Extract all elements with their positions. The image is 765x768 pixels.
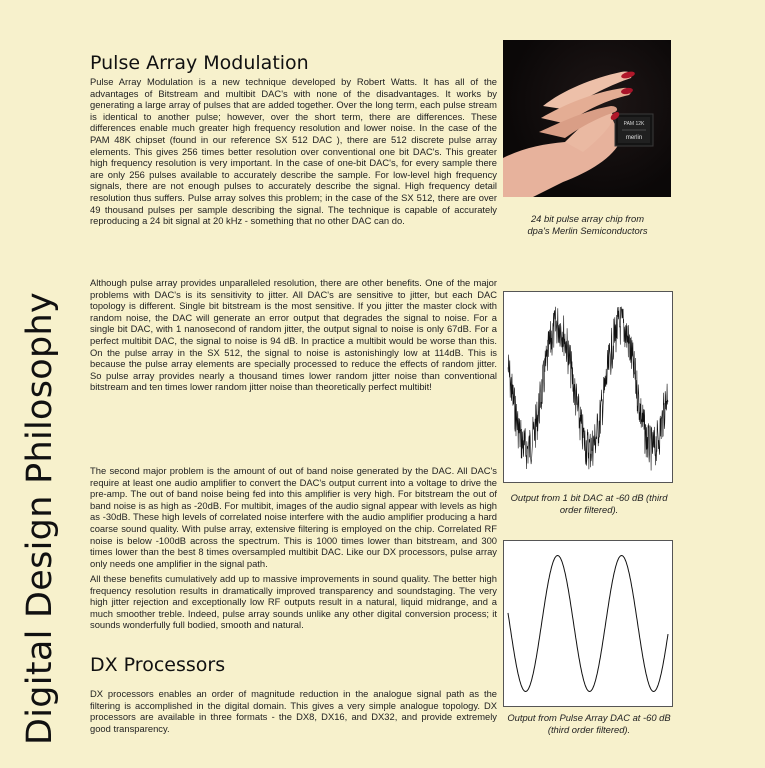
pam-paragraph-1: Pulse Array Modulation is a new technique developed by Robert Watts. It has all of the advantages of Bitstream and multibit DAC's with none of the disadvantages. It works by generating a large array of pulses that are added together. Over the long term, each pulse stream is identical to another pulse; however, over the short term, there are differences. These differences enable much greater high frequency resolution and lower noise. In the case of the PAM 48K chipset (found in our reference SX 512 DAC ), there are 512 discrete pulse array elements. This gives 256 times better resolution over conventional one bit DAC's. This greater high frequency resolution is very important. In the case of one-bit DAC's, for every sample there are only 256 pulses available to accurately describe the sample. For low-level high frequency signals, there are not enough pulses to accurately describe the signal. High frequency detail resolution thus suffers. Pulse array solves this problem; in the case of the SX 512, there are over 49 thousand pulses per sample describing the signal. The technique is capable of accurately reproducing a 24 bit signal at 20 kHz - something that no other DAC can do. <box>90 76 497 227</box>
chip-photo <box>503 40 671 197</box>
section-title-pam: Pulse Array Modulation <box>90 52 309 74</box>
section-title-dx: DX Processors <box>90 654 226 676</box>
plot-1bit-caption: Output from 1 bit DAC at -60 dB (third order filtered). <box>510 492 668 515</box>
pam-paragraph-3: The second major problem is the amount of out of band noise generated by the DAC. All DAC's require at least one audio amplifier to convert the DAC's output current into a voltage to drive the pre-amp. The out of band noise being fed into this amplifier is very high. For bitstream the out of band noise is as high as -20dB. For multibit, images of the audio signal appear with levels as high as -30dB. These high levels of correlated noise interfere with the audio amplifier producing a hard coarse sound quality. With pulse array, extensive filtering is employed on the chip. Correlated RF noise is below -100dB across the spectrum. This is 1000 times lower than bitstream, and 300 times lower than the best 8 times oversampled multibit DAC. Like our DX processors, pulse array only needs one amplifier in the signal path. <box>90 465 497 569</box>
chip-label-1: PAM 12K <box>623 121 645 127</box>
chip-caption: 24 bit pulse array chip from dpa's Merlin Semiconductors <box>527 213 648 236</box>
dx-paragraph-1: DX processors enables an order of magnitude reduction in the analogue signal path as the filtering is accomplished in the digital domain. This gives a very simple analogue topology. DX processors are available in three formats - the DX8, DX16, and DX32, and provide extremely good transparency. <box>90 688 497 734</box>
chip-label-2: merlin <box>625 135 643 141</box>
hand-holding-chip-image <box>503 40 671 197</box>
plot-pulse-array-waveform <box>504 541 672 706</box>
plot-1bit-dac <box>503 291 673 483</box>
side-title: Digital Design Philosophy <box>20 291 60 745</box>
pam-paragraph-4: All these benefits cumulatively add up to massive improvements in sound quality. The better high frequency resolution results in dramatically improved transparency and soundstaging. The very high jitter rejection and exceptionally low RF outputs result in a natural, liquid midrange, and a much smoother treble. Indeed, pulse array sounds unlike any other digital conversion process; it sounds wonderfully full bodied, smooth and natural. <box>90 573 497 631</box>
pam-paragraph-2: Although pulse array provides unparalleled resolution, there are other benefits. One of the major problems with DAC's is its sensitivity to jitter. All DAC's are sensitive to jitter, but each DAC topology is different. Single bit bitstream is the most sensitive. If you jitter the master clock with random noise, the DAC will generate an error output that degrades the signal to noise. For a single bit DAC, with 1 nanosecond of random jitter, the output signal to noise is only 67dB. For a perfect multibit DAC, the signal to noise is 94 dB. In practice a multibit would be worse than this. On the pulse array in the SX 512, the signal to noise is astonishingly low at 114dB. This is because the pulse array elements are specially processed to reduce the effects of random jitter. So pulse array provides nearly a thousand times lower random jitter noise than conventional bitstream and ten times lower random jitter noise than theoretically perfect multibit! <box>90 277 497 393</box>
plot-pulse-array-dac <box>503 540 673 707</box>
plot-1bit-dac-waveform <box>504 292 672 482</box>
plot-pulse-array-caption: Output from Pulse Array DAC at -60 dB (third order filtered). <box>507 712 671 735</box>
